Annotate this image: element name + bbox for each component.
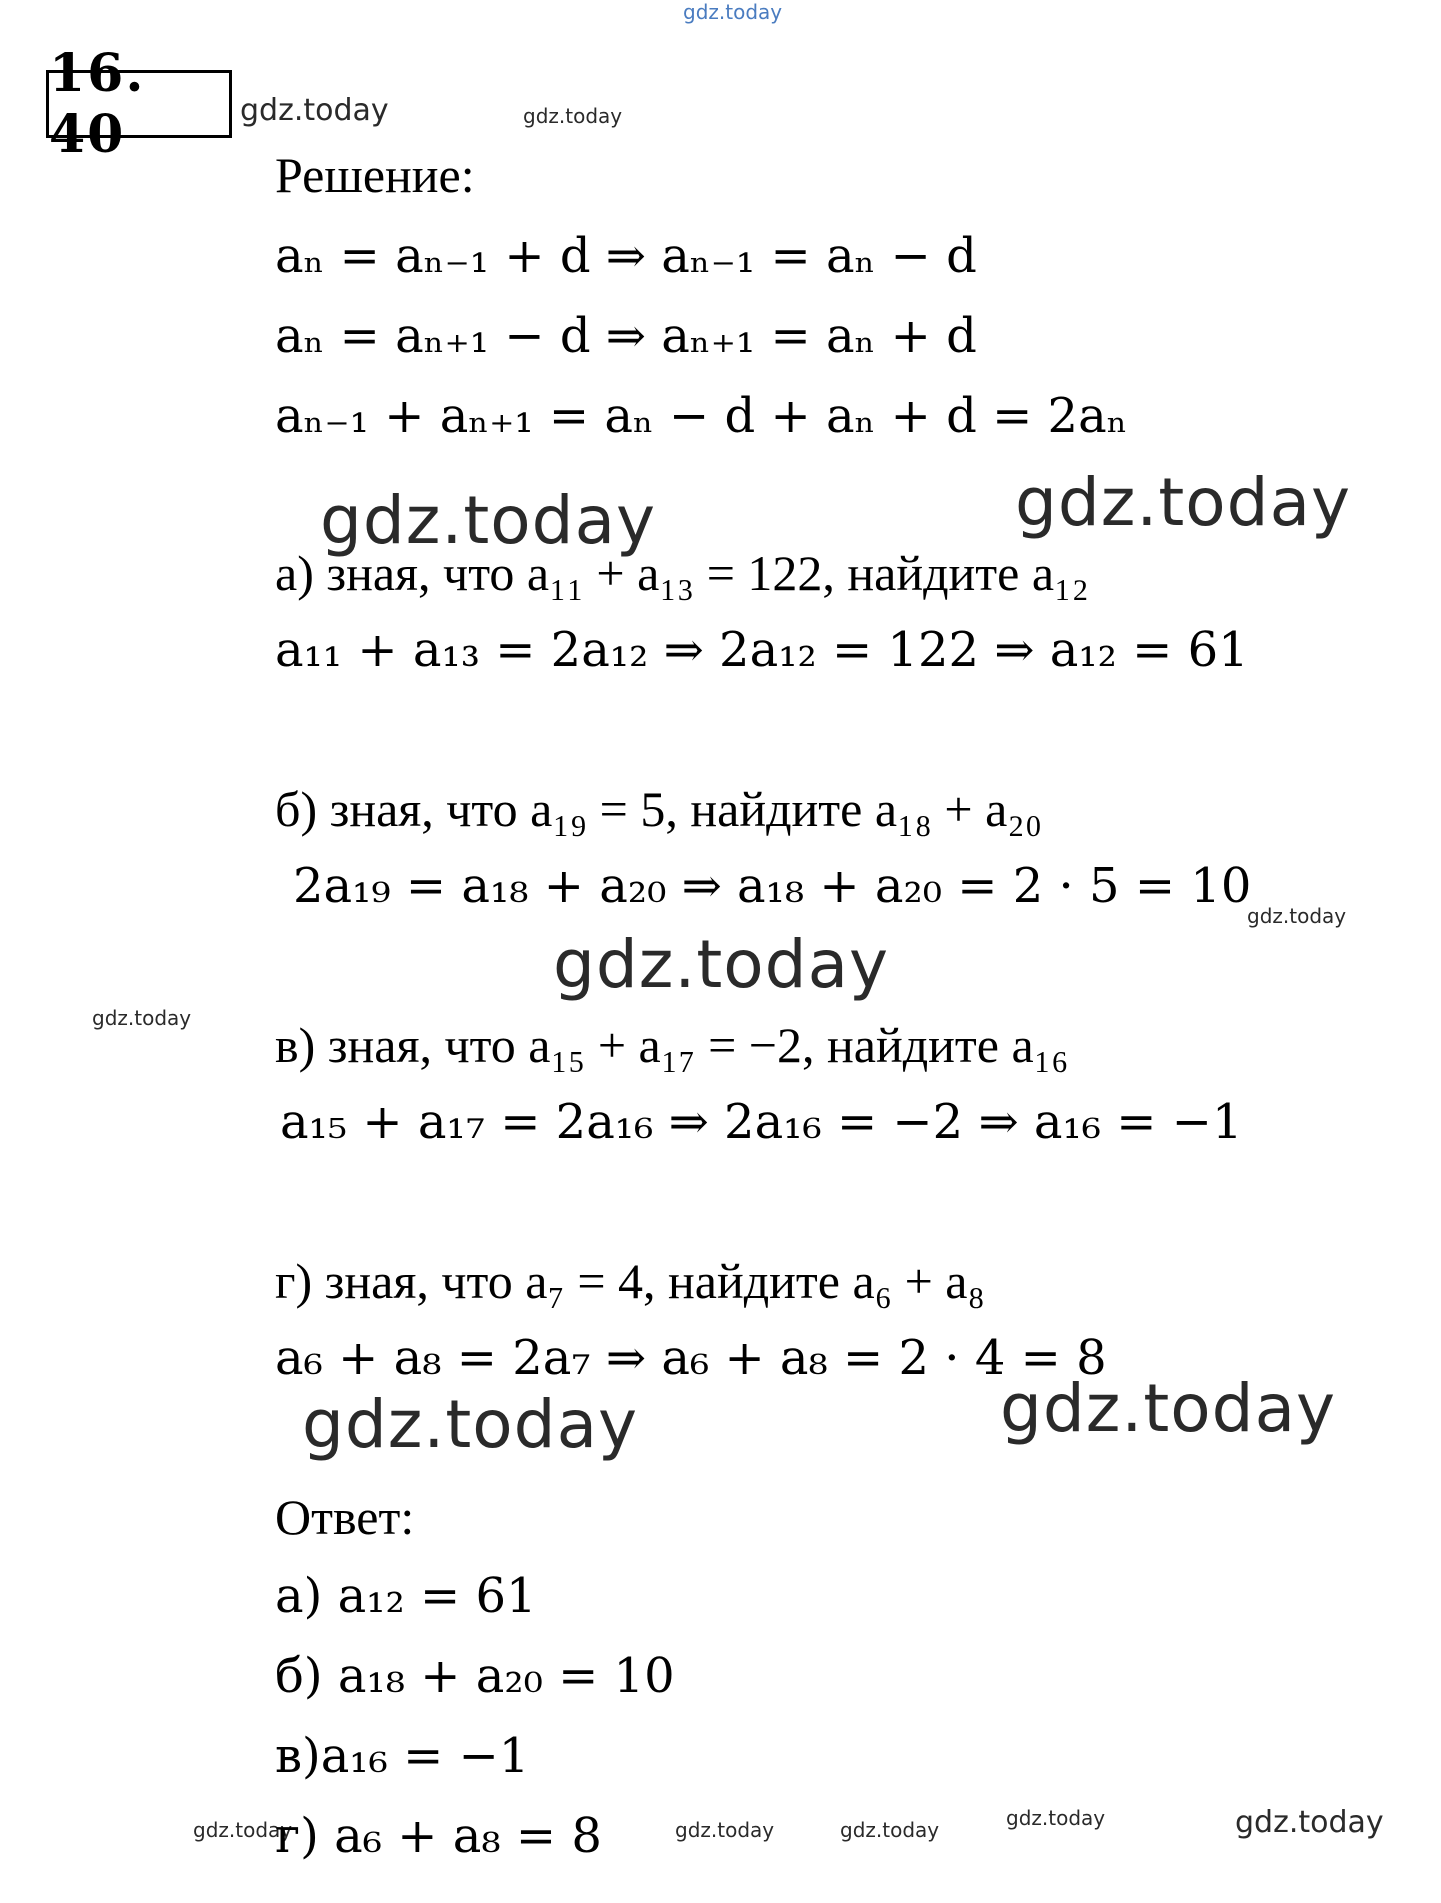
part-a-task: а) зная, что a₁₁ + a₁₃ = 122, найдите a₁₂ (275, 545, 1089, 601)
solution-label: Решение: (275, 147, 475, 203)
answer-g: г) a₆ + a₈ = 8 (275, 1808, 602, 1864)
watermark: gdz.today (1006, 1806, 1106, 1830)
answer-label: Ответ: (275, 1489, 415, 1545)
watermark: gdz.today (1015, 464, 1352, 541)
watermark: gdz.today (1000, 1370, 1337, 1447)
watermark: gdz.today (1235, 1805, 1384, 1840)
part-g-task: г) зная, что a₇ = 4, найдите a₆ + a₈ (275, 1253, 985, 1309)
watermark: gdz.today (675, 1818, 775, 1842)
part-b-solution: 2a₁₉ = a₁₈ + a₂₀ ⇒ a₁₈ + a₂₀ = 2 · 5 = 10 (293, 858, 1252, 914)
watermark: gdz.today (523, 104, 623, 128)
watermark: gdz.today (302, 1386, 639, 1463)
watermark: gdz.today (840, 1818, 940, 1842)
watermark-top: gdz.today (683, 0, 783, 24)
watermark: gdz.today (1247, 904, 1347, 928)
part-v-task: в) зная, что a₁₅ + a₁₇ = −2, найдите a₁₆ (275, 1017, 1069, 1073)
watermark: gdz.today (240, 93, 389, 128)
answer-v: в)a₁₆ = −1 (275, 1728, 530, 1784)
answer-b: б) a₁₈ + a₂₀ = 10 (275, 1648, 675, 1704)
derivation-line: aₙ = aₙ₊₁ − d ⇒ aₙ₊₁ = aₙ + d (275, 308, 977, 364)
watermark: gdz.today (92, 1006, 192, 1030)
derivation-line: aₙ = aₙ₋₁ + d ⇒ aₙ₋₁ = aₙ − d (275, 228, 977, 284)
watermark: gdz.today (320, 482, 657, 559)
part-b-task: б) зная, что a₁₉ = 5, найдите a₁₈ + a₂₀ (275, 781, 1043, 837)
derivation-line: aₙ₋₁ + aₙ₊₁ = aₙ − d + aₙ + d = 2aₙ (275, 388, 1128, 444)
watermark: gdz.today (193, 1818, 293, 1842)
part-a-solution: a₁₁ + a₁₃ = 2a₁₂ ⇒ 2a₁₂ = 122 ⇒ a₁₂ = 61 (275, 622, 1249, 678)
problem-number: 16. 40 (46, 70, 232, 138)
part-g-solution: a₆ + a₈ = 2a₇ ⇒ a₆ + a₈ = 2 · 4 = 8 (275, 1330, 1107, 1386)
answer-a: а) a₁₂ = 61 (275, 1568, 537, 1624)
watermark: gdz.today (553, 926, 890, 1003)
part-v-solution: a₁₅ + a₁₇ = 2a₁₆ ⇒ 2a₁₆ = −2 ⇒ a₁₆ = −1 (280, 1094, 1243, 1150)
